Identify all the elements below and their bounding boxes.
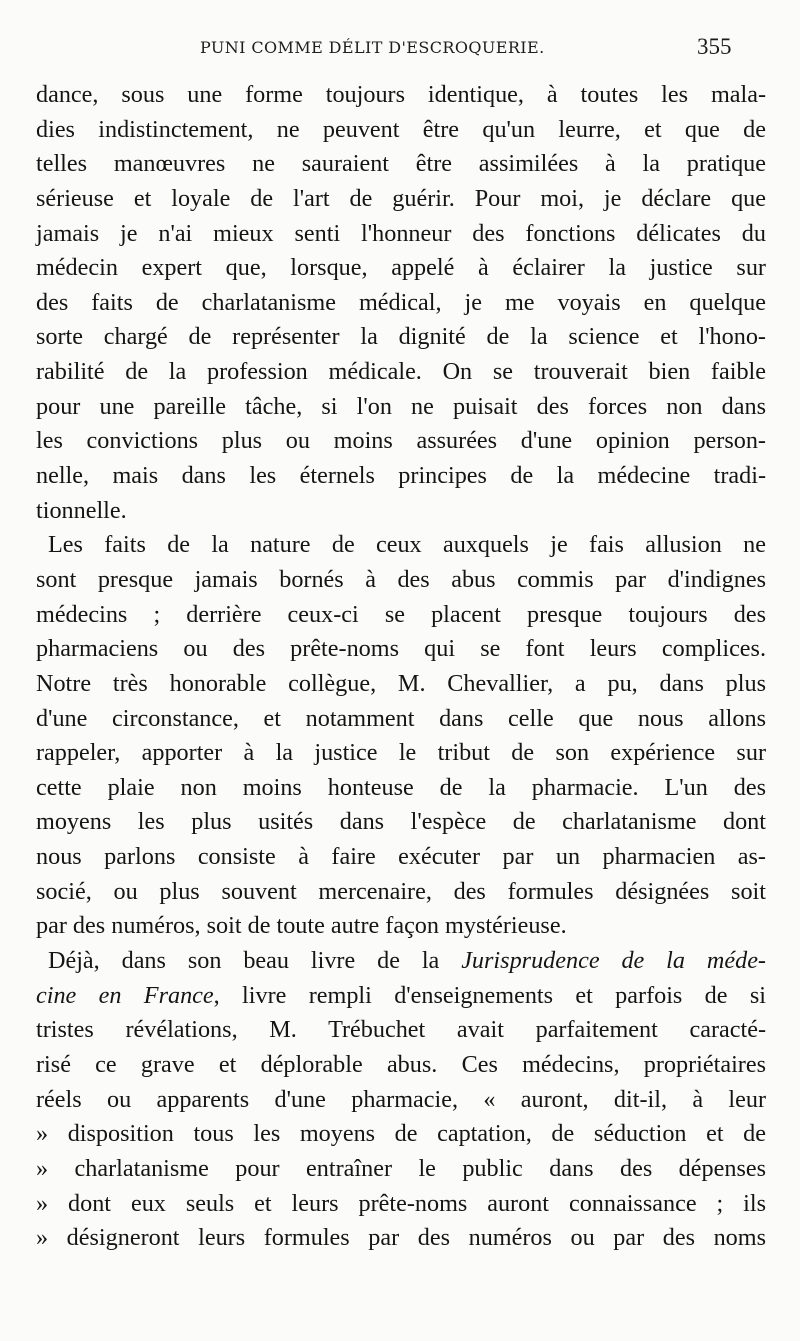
line-text: Déjà, dans son beau livre de la [48,947,462,975]
text-line: d'une circonstance, et notamment dans celle que nous allons [36,704,766,732]
text-line: jamais je n'ai mieux senti l'honneur des fonctions délicates du [36,219,766,247]
text-line: rabilité de la profession médicale. On se trouverait bien faible [36,358,766,386]
text-line: sérieuse et loyale de l'art de guérir. Pour moi, je déclare que [36,184,766,212]
text-line: pharmaciens ou des prête-noms qui se font leurs complices. [36,635,766,663]
text-line: rappeler, apporter à la justice le tribut de son expérience sur [36,739,766,767]
text-line: pour une pareille tâche, si l'on ne puisait des forces non dans [36,392,766,420]
text-line: risé ce grave et déplorable abus. Ces médecins, propriétaires [36,1050,766,1078]
running-title: PUNI COMME DÉLIT D'ESCROQUERIE. [200,38,545,57]
text-line: nous parlons consiste à faire exécuter par un pharmacien as- [36,843,766,871]
italic-book-title-continued: cine en France [36,981,214,1009]
italic-book-title: Jurisprudence de la méde- [461,947,766,975]
text-line: dies indistinctement, ne peuvent être qu'un leurre, et que de [36,115,766,143]
body-text [36,78,766,1256]
text-line: » dont eux seuls et leurs prête-noms auront connaissance ; ils [36,1189,766,1217]
text-line: socié, ou plus souvent mercenaire, des formules désignées soit [36,877,766,905]
text-line: cette plaie non moins honteuse de la pharmacie. L'un des [36,773,766,801]
paragraph-start-line: Les faits de la nature de ceux auxquels je fais allusion ne [48,531,766,559]
text-line: » charlatanisme pour entraîner le public dans des dépenses [36,1154,766,1182]
paragraph-end-line: par des numéros, soit de toute autre façon mystérieuse. [36,912,567,940]
text-line: médecins ; derrière ceux-ci se placent presque toujours des [36,600,766,628]
text-line: Notre très honorable collègue, M. Chevallier, a pu, dans plus [36,669,766,697]
text-line: médecin expert que, lorsque, appelé à éclairer la justice sur [36,254,766,282]
line-text: , livre rempli d'enseignements et parfois de si [213,981,766,1009]
text-line: dance, sous une forme toujours identique, à toutes les mala- [36,81,766,108]
text-line: » disposition tous les moyens de captation, de séduction et de [36,1120,766,1148]
text-line: tristes révélations, M. Trébuchet avait parfaitement caracté- [36,1016,766,1044]
running-header [0,34,800,74]
text-line: nelle, mais dans les éternels principes de la médecine tradi- [36,462,766,490]
text-line: des faits de charlatanisme médical, je me voyais en quelque [36,288,766,316]
text-line: réels ou apparents d'une pharmacie, « auront, dit-il, à leur [36,1085,766,1113]
paragraph-end-line: tionnelle. [36,496,127,524]
text-line: sorte chargé de représenter la dignité de la science et l'hono- [36,323,766,351]
text-line: les convictions plus ou moins assurées d'une opinion person- [36,427,766,455]
text-line: » désigneront leurs formules par des numéros ou par des noms [36,1224,766,1252]
paragraph-start-line [36,944,766,979]
text-line [36,979,766,1014]
text-line: sont presque jamais bornés à des abus commis par d'indignes [36,565,766,593]
page-number: 355 [697,34,732,59]
text-line: telles manœuvres ne sauraient être assimilées à la pratique [36,150,766,178]
text-line: moyens les plus usités dans l'espèce de charlatanisme dont [36,808,766,836]
